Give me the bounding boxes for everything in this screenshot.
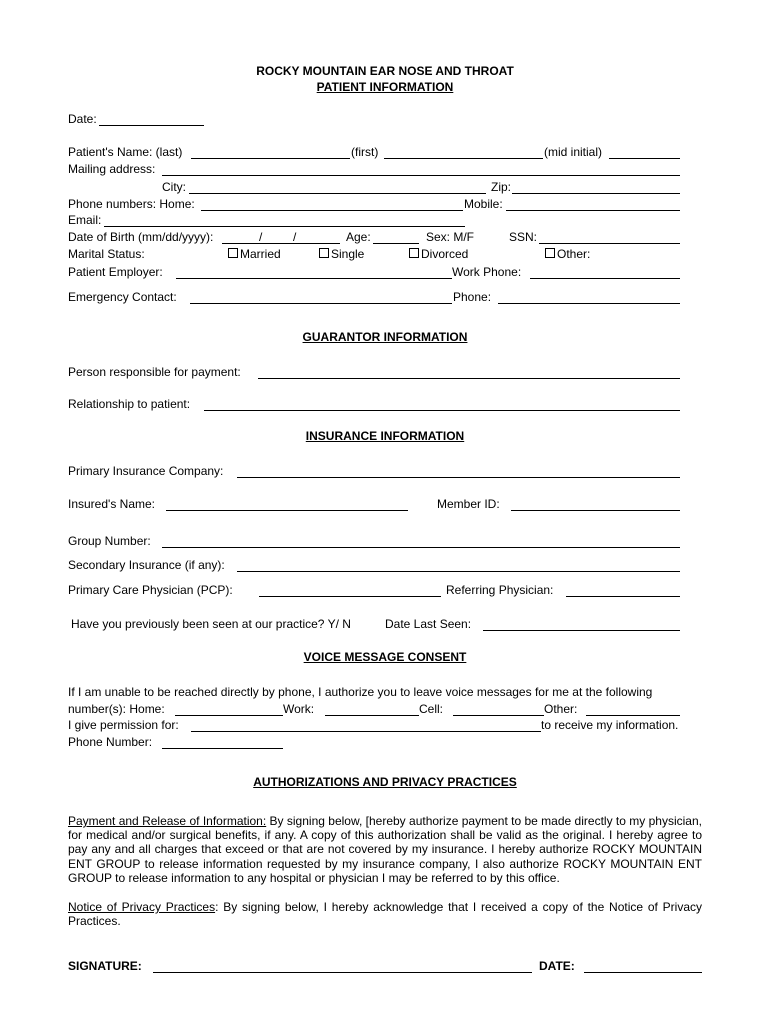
married-option[interactable]	[228, 247, 281, 261]
privacy-text: : By signing below, I hereby acknowledge that I received a copy of the Notice of Privacy Practices.	[68, 900, 702, 929]
signature-field[interactable]	[153, 972, 532, 973]
date-label: Date:	[68, 112, 97, 126]
signature-date-label: DATE:	[539, 959, 575, 973]
voice-home-field[interactable]	[175, 715, 283, 716]
phone-home-field[interactable]	[201, 210, 463, 211]
group-number-field[interactable]	[162, 547, 680, 548]
payment-release-title: Payment and Release of Information:	[68, 814, 267, 828]
other-label: Other:	[557, 247, 591, 261]
referring-label: Referring Physician:	[446, 583, 554, 597]
ssn-field[interactable]	[539, 243, 680, 244]
married-label: Married	[240, 247, 281, 261]
name-last-field[interactable]	[191, 158, 350, 159]
voice-cell-field[interactable]	[453, 715, 544, 716]
payment-release-paragraph	[68, 814, 702, 885]
mobile-label: Mobile:	[464, 197, 503, 211]
guarantor-heading: GUARANTOR INFORMATION	[302, 330, 468, 344]
emergency-label: Emergency Contact:	[68, 290, 177, 304]
other-option[interactable]	[545, 247, 590, 261]
auth-heading: AUTHORIZATIONS AND PRIVACY PRACTICES	[253, 775, 517, 789]
primary-insurance-label: Primary Insurance Company:	[68, 464, 224, 478]
employer-field[interactable]	[176, 278, 452, 279]
phone-number-label: Phone Number:	[68, 735, 153, 749]
dob-label: Date of Birth (mm/dd/yyyy):	[68, 230, 214, 244]
date-field[interactable]	[99, 125, 204, 126]
dob-slash-1: /	[259, 230, 263, 244]
name-first-label: (first)	[351, 145, 379, 159]
privacy-paragraph	[68, 900, 702, 928]
checkbox-icon[interactable]	[545, 248, 555, 258]
permission-label: I give permission for:	[68, 718, 179, 732]
member-id-label: Member ID:	[437, 497, 500, 511]
employer-label: Patient Employer:	[68, 265, 163, 279]
zip-label: Zip:	[491, 180, 512, 194]
phone-number-field[interactable]	[162, 748, 283, 749]
checkbox-icon[interactable]	[228, 248, 238, 258]
voice-intro: If I am unable to be reached directly by phone, I authorize you to leave voice messages for me at the following	[68, 685, 653, 699]
sex-label: Sex: M/F	[426, 230, 475, 244]
voice-home-label: number(s): Home:	[68, 702, 165, 716]
work-phone-label: Work Phone:	[452, 265, 522, 279]
referring-field[interactable]	[566, 596, 680, 597]
mailing-field[interactable]	[162, 175, 680, 176]
email-field[interactable]	[104, 226, 465, 227]
age-label: Age:	[346, 230, 371, 244]
primary-insurance-field[interactable]	[237, 477, 680, 478]
dob-field[interactable]	[222, 243, 340, 244]
name-mid-label: (mid initial)	[544, 145, 603, 159]
city-label: City:	[162, 180, 186, 194]
insured-name-field[interactable]	[166, 510, 408, 511]
member-id-field[interactable]	[511, 510, 680, 511]
checkbox-icon[interactable]	[319, 248, 329, 258]
emergency-field[interactable]	[190, 303, 452, 304]
relationship-label: Relationship to patient:	[68, 397, 191, 411]
secondary-insurance-field[interactable]	[237, 571, 680, 572]
mobile-field[interactable]	[506, 210, 680, 211]
name-first-field[interactable]	[384, 158, 543, 159]
marital-label: Marital Status:	[68, 247, 145, 261]
voice-other-label: Other:	[544, 702, 578, 716]
checkbox-icon[interactable]	[409, 248, 419, 258]
single-label: Single	[331, 247, 365, 261]
org-name: ROCKY MOUNTAIN EAR NOSE AND THROAT	[256, 64, 514, 78]
dob-slash-2: /	[293, 230, 297, 244]
secondary-insurance-label: Secondary Insurance (if any):	[68, 558, 225, 572]
insurance-heading: INSURANCE INFORMATION	[305, 429, 465, 443]
relationship-field[interactable]	[204, 410, 680, 411]
signature-label: SIGNATURE:	[68, 959, 142, 973]
voice-other-field[interactable]	[586, 715, 680, 716]
divorced-option[interactable]	[409, 247, 468, 261]
signature-date-field[interactable]	[584, 972, 702, 973]
insured-name-label: Insured's Name:	[68, 497, 155, 511]
voice-work-label: Work:	[283, 702, 315, 716]
payment-release-text: By signing below, [hereby authorize payment to be made directly to my physician, for medical and/or surgical benefits, if any. A copy of this authorization shall be valid as the original. I hereby agree to pay any and all charges that exceed or that are not covered by my insurance. I hereby authorize ROCKY MOUNTAIN ENT GROUP to release information requested by my insurance company, I also authorize ROCKY MOUNTAIN ENT GROUP to release information to any hospital or physician I may be referred to by this office.	[68, 814, 702, 885]
date-last-seen-label: Date Last Seen:	[385, 617, 472, 631]
person-responsible-label: Person responsible for payment:	[68, 365, 241, 379]
single-option[interactable]	[319, 247, 364, 261]
city-field[interactable]	[189, 193, 486, 194]
privacy-title: Notice of Privacy Practices	[68, 900, 216, 914]
voice-cell-label: Cell:	[419, 702, 444, 716]
group-number-label: Group Number:	[68, 534, 151, 548]
divorced-label: Divorced	[421, 247, 469, 261]
pcp-label: Primary Care Physician (PCP):	[68, 583, 233, 597]
name-last-label: Patient's Name: (last)	[68, 145, 183, 159]
age-field[interactable]	[373, 243, 419, 244]
mailing-label: Mailing address:	[68, 162, 156, 176]
form-title: PATIENT INFORMATION	[316, 80, 454, 94]
pcp-field[interactable]	[259, 596, 441, 597]
previously-seen-label: Have you previously been seen at our practice? Y/ N	[71, 617, 351, 631]
person-responsible-field[interactable]	[258, 378, 680, 379]
receive-label: to receive my information.	[541, 718, 679, 732]
date-last-seen-field[interactable]	[483, 630, 680, 631]
ec-phone-label: Phone:	[453, 290, 492, 304]
ec-phone-field[interactable]	[498, 303, 680, 304]
work-phone-field[interactable]	[530, 278, 680, 279]
name-mid-field[interactable]	[609, 158, 680, 159]
permission-field[interactable]	[191, 731, 541, 732]
ssn-label: SSN:	[509, 230, 538, 244]
voice-work-field[interactable]	[325, 715, 419, 716]
zip-field[interactable]	[512, 193, 680, 194]
voice-heading: VOICE MESSAGE CONSENT	[303, 650, 467, 664]
email-label: Email:	[68, 213, 102, 227]
phone-home-label: Phone numbers: Home:	[68, 197, 195, 211]
